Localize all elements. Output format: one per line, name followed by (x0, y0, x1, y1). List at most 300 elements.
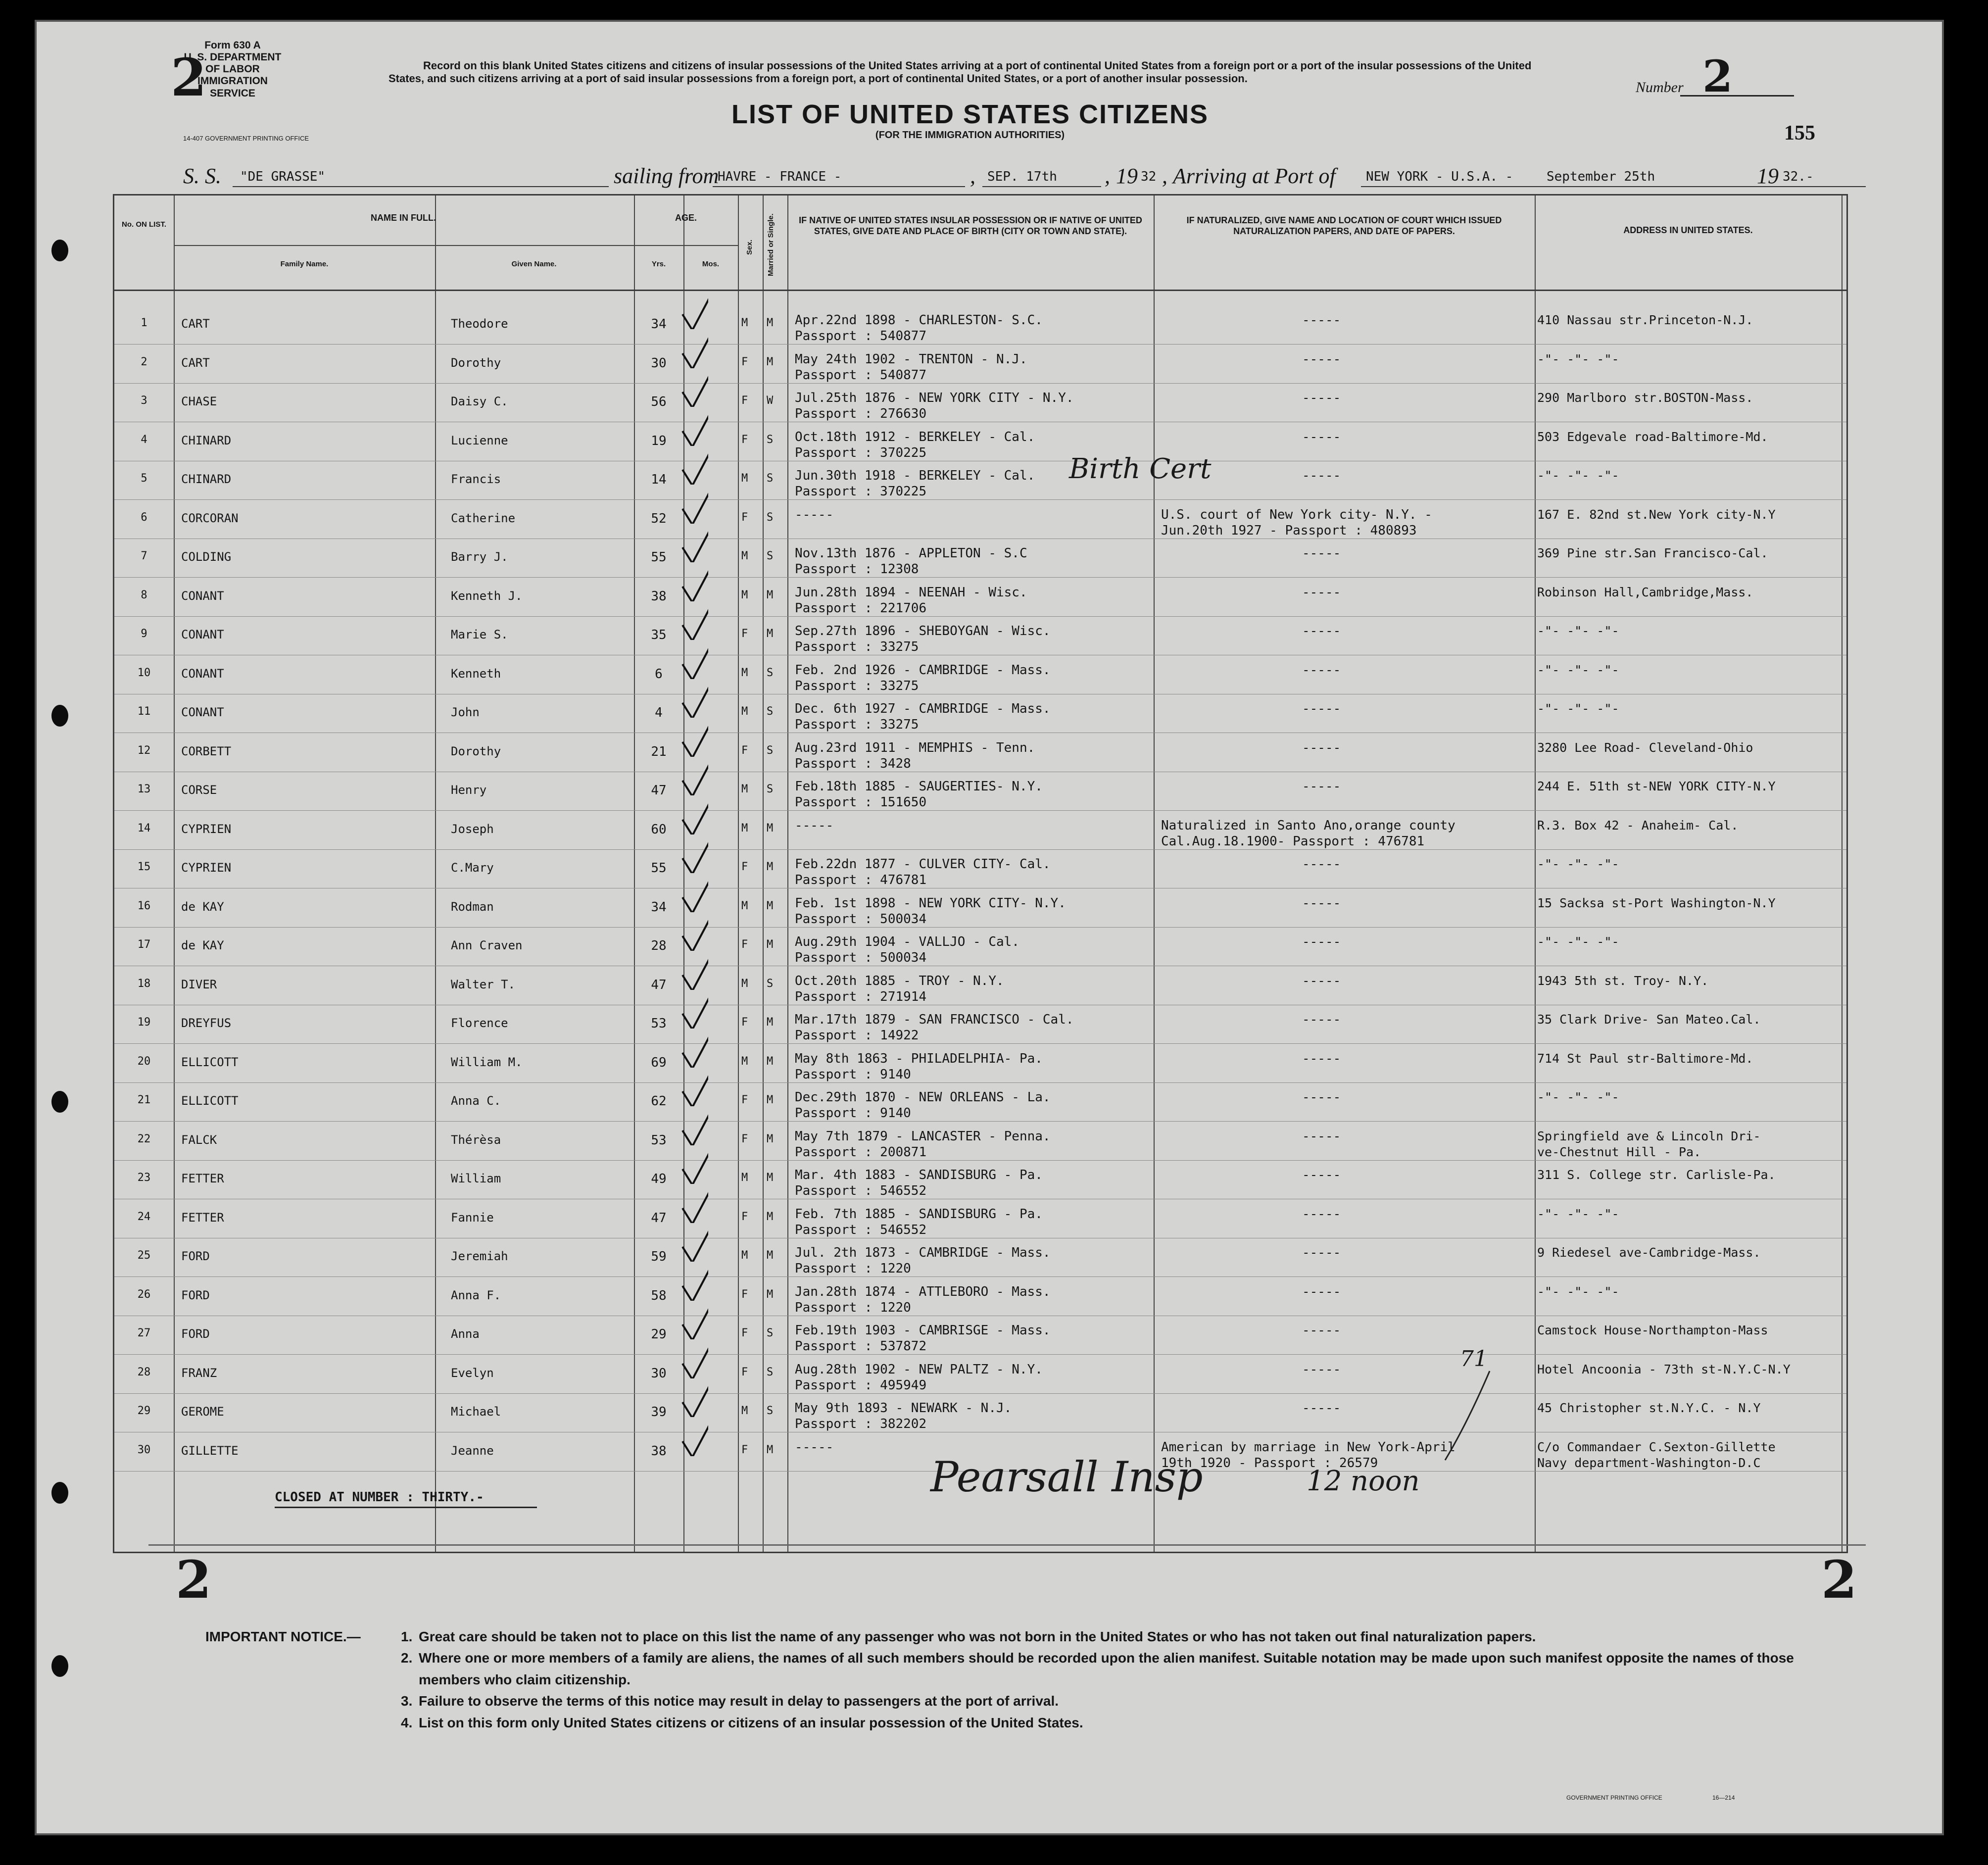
check-mark (679, 761, 708, 795)
arrival-year-prefix: 19 (1757, 164, 1779, 188)
cell-no: 17 (137, 938, 151, 951)
list-number: 2 (1702, 50, 1733, 102)
cell-addr: 290 Marlboro str.BOSTON-Mass. (1537, 391, 1753, 405)
cell-no: 3 (141, 394, 147, 407)
cell-given: Dorothy (451, 744, 501, 758)
cell-nat: ----- (1302, 468, 1341, 483)
cell-ms: M (767, 1132, 774, 1145)
check-mark (679, 955, 708, 990)
cell-ms: M (767, 1443, 774, 1456)
cell-no: 30 (137, 1443, 151, 1456)
cell-birth: Passport : 9140 (795, 1067, 911, 1082)
cell-birth: Aug.23rd 1911 - MEMPHIS - Tenn. (795, 740, 1035, 755)
cell-age: 14 (651, 472, 667, 487)
cell-given: Rodman (451, 899, 494, 914)
cell-nat: ----- (1302, 1012, 1341, 1027)
cell-sex: M (741, 1405, 748, 1417)
cell-birth: ----- (795, 507, 834, 522)
cell-birth: Aug.29th 1904 - VALLJO - Cal. (795, 934, 1019, 949)
cell-addr: -"- -"- -"- (1537, 934, 1619, 949)
cell-family: GEROME (181, 1405, 224, 1419)
cell-ms: M (767, 1055, 774, 1068)
cell-family: CONANT (181, 589, 224, 603)
cell-no: 5 (141, 472, 147, 485)
cell-given: Theodore (451, 317, 508, 331)
col-mos: Mos. (702, 260, 720, 268)
cell-sex: F (741, 1443, 748, 1456)
check-mark (679, 1344, 708, 1378)
sailing-label: sailing from (614, 164, 719, 188)
cell-family: CORSE (181, 783, 217, 797)
cell-family: FORD (181, 1288, 210, 1302)
cell-nat: ----- (1302, 429, 1341, 444)
cell-sex: M (741, 822, 748, 834)
cell-no: 28 (137, 1366, 151, 1378)
cell-given: Evelyn (451, 1366, 494, 1380)
check-mark (679, 372, 708, 407)
check-mark (679, 1266, 708, 1301)
cell-no: 8 (141, 589, 147, 601)
cell-birth: Passport : 500034 (795, 911, 927, 927)
cell-no: 7 (141, 550, 147, 562)
cell-ms: M (767, 822, 774, 834)
comma: , (1105, 164, 1110, 188)
cell-birth: Apr.22nd 1898 - CHARLESTON- S.C. (795, 313, 1043, 328)
cell-family: FETTER (181, 1172, 224, 1185)
corner-number-bottom-right: 2 (1821, 1549, 1857, 1610)
cell-sex: F (741, 1094, 748, 1106)
cell-family: de KAY (181, 899, 224, 914)
check-mark (679, 683, 708, 718)
cell-sex: F (741, 1288, 748, 1301)
check-mark (679, 334, 708, 368)
punch-hole (51, 705, 68, 727)
col-given-name: Given Name. (511, 260, 557, 268)
check-mark (679, 1382, 708, 1417)
cell-given: Henry (451, 783, 487, 797)
cell-addr: -"- -"- -"- (1537, 351, 1619, 366)
cell-given: Dorothy (451, 355, 501, 370)
comma: , (970, 164, 975, 188)
cell-birth: ----- (795, 818, 834, 833)
cell-given: C.Mary (451, 861, 494, 875)
cell-no: 29 (137, 1405, 151, 1417)
cell-nat: ----- (1302, 546, 1341, 561)
cell-addr: 3280 Lee Road- Cleveland-Ohio (1537, 740, 1753, 755)
cell-addr: -"- -"- -"- (1537, 1206, 1619, 1221)
row-divider (114, 927, 1846, 928)
cell-sex: M (741, 1172, 748, 1184)
notice-item: 4. List on this form only United States citizens or citizens of an insular possession of the United States. (401, 1715, 1083, 1730)
cell-addr: Navy department-Washington-D.C (1537, 1455, 1761, 1470)
cell-family: CHINARD (181, 433, 232, 447)
cell-nat: 19th 1920 - Passport : 26579 (1161, 1455, 1378, 1471)
cell-given: Jeanne (451, 1443, 494, 1458)
cell-no: 23 (137, 1172, 151, 1184)
cell-no: 22 (137, 1132, 151, 1145)
cell-nat: ----- (1302, 1401, 1341, 1416)
cell-ms: S (767, 1327, 774, 1339)
notice-item: 2. Where one or more members of a family are aliens, the names of all such members should be recorded upon the alien manifest. Suitable notation may be made upon such manifest opposite the names of those members who claim citizenship. (401, 1650, 1794, 1687)
cell-birth: Passport : 9140 (795, 1106, 911, 1121)
cell-sex: F (741, 1366, 748, 1378)
cell-addr: R.3. Box 42 - Anaheim- Cal. (1537, 818, 1739, 833)
cell-family: CART (181, 355, 210, 370)
cell-addr: Hotel Ancoonia - 73th st-N.Y.C-N.Y (1537, 1362, 1791, 1376)
cell-nat: ----- (1302, 857, 1341, 872)
cell-family: CART (181, 317, 210, 331)
check-mark (679, 450, 708, 485)
cell-birth: Feb.22dn 1877 - CULVER CITY- Cal. (795, 857, 1051, 872)
arriving-label: Arriving at Port of (1173, 164, 1336, 188)
cell-sex: F (741, 394, 748, 407)
cell-given: Florence (451, 1016, 508, 1030)
cell-age: 21 (651, 744, 667, 759)
cell-ms: S (767, 511, 774, 524)
cell-birth: Passport : 382202 (795, 1417, 927, 1431)
closed-underline (275, 1507, 537, 1508)
cell-birth: Passport : 271914 (795, 989, 927, 1004)
cell-given: Barry J. (451, 550, 508, 564)
col-naturalized: IF NATURALIZED, GIVE NAME AND LOCATION OF COURT WHICH ISSUED NATURALIZATION PAPERS, AND DATE OF PAPERS. (1186, 215, 1502, 236)
cell-addr: 503 Edgevale road-Baltimore-Md. (1537, 429, 1768, 444)
cell-nat: ----- (1302, 1206, 1341, 1222)
cell-birth: Sep.27th 1896 - SHEBOYGAN - Wisc. (795, 624, 1051, 638)
check-mark (679, 1072, 708, 1106)
cell-sex: M (741, 317, 748, 329)
cell-sex: F (741, 628, 748, 640)
cell-age: 56 (651, 394, 667, 409)
check-mark (679, 1227, 708, 1262)
cell-sex: M (741, 472, 748, 485)
cell-age: 58 (651, 1288, 667, 1303)
cell-ms: M (767, 861, 774, 873)
cell-birth: Passport : 14922 (795, 1028, 919, 1043)
cell-given: William M. (451, 1055, 523, 1069)
cell-given: William (451, 1172, 501, 1185)
row-divider (114, 577, 1846, 578)
cell-nat: ----- (1302, 585, 1341, 600)
cell-given: Anna C. (451, 1094, 501, 1108)
form-info (176, 40, 290, 99)
cell-nat: ----- (1302, 973, 1341, 988)
check-mark (679, 878, 708, 912)
inspector-signature: Pearsall Insp (930, 1453, 1203, 1501)
cell-ms: M (767, 1172, 774, 1184)
row-divider (114, 499, 1846, 500)
punch-hole (51, 1655, 68, 1677)
cell-sex: F (741, 1210, 748, 1223)
cell-birth: Passport : 537872 (795, 1339, 927, 1354)
cell-sex: M (741, 705, 748, 718)
record-instructions: Record on this blank United States citizens and citizens of insular possessions of the United States arriving at a port of continental United States from a foreign port or a port of the insular possessions of the United States, and such citizens arriving at a port of said insular possessions from a foreign port, a port of continental United States, or a port of another insular possession. (388, 59, 1532, 85)
cell-family: CHASE (181, 394, 217, 408)
cell-no: 12 (137, 744, 151, 757)
page-number: 155 (1784, 122, 1815, 145)
cell-no: 10 (137, 666, 151, 679)
notice-label: IMPORTANT NOTICE.— (205, 1629, 361, 1644)
cell-birth: Passport : 33275 (795, 678, 919, 693)
cell-family: FORD (181, 1249, 210, 1263)
cell-addr: ve-Chestnut Hill - Pa. (1537, 1144, 1701, 1159)
check-mark (679, 838, 708, 873)
cell-birth: Passport : 33275 (795, 717, 919, 732)
cell-birth: Jun.28th 1894 - NEENAH - Wisc. (795, 585, 1027, 600)
cell-family: de KAY (181, 938, 224, 952)
cell-birth: Passport : 370225 (795, 484, 927, 499)
cell-family: ELLICOTT (181, 1094, 239, 1108)
cell-sex: M (741, 783, 748, 795)
cell-birth: Passport : 540877 (795, 329, 927, 344)
cell-birth: Passport : 1220 (795, 1261, 911, 1276)
cell-birth: Feb. 2nd 1926 - CAMBRIDGE - Mass. (795, 662, 1051, 678)
cell-sex: F (741, 1327, 748, 1339)
number-label: Number (1636, 79, 1684, 96)
service: IMMIGRATION SERVICE (197, 75, 268, 99)
check-mark (679, 722, 708, 757)
gpo-code: 14-407 GOVERNMENT PRINTING OFFICE (183, 135, 309, 142)
cell-birth: Jul. 2th 1873 - CAMBRIDGE - Mass. (795, 1245, 1051, 1260)
cell-ms: S (767, 783, 774, 795)
cell-nat: U.S. court of New York city- N.Y. - (1161, 507, 1432, 522)
cell-age: 30 (651, 1366, 667, 1381)
cell-nat: ----- (1302, 1362, 1341, 1377)
cell-ms: S (767, 705, 774, 718)
row-divider (114, 1393, 1846, 1394)
cell-addr: 311 S. College str. Carlisle-Pa. (1537, 1168, 1776, 1182)
cell-addr: C/o Commandaer C.Sexton-Gillette (1537, 1439, 1776, 1454)
gpo-footer: GOVERNMENT PRINTING OFFICE (1566, 1794, 1662, 1801)
cell-birth: May 24th 1902 - TRENTON - N.J. (795, 351, 1027, 367)
closed-at-number: CLOSED AT NUMBER : THIRTY.- (275, 1490, 484, 1505)
arrival-year: 32.- (1783, 169, 1814, 184)
cell-ms: M (767, 628, 774, 640)
cell-ms: M (767, 589, 774, 601)
cell-birth: Passport : 33275 (795, 639, 919, 654)
cell-sex: F (741, 355, 748, 368)
cell-addr: -"- -"- -"- (1537, 662, 1619, 677)
cell-birth: Passport : 276630 (795, 406, 927, 421)
col-married-single: Married or Single. (767, 213, 775, 277)
cell-no: 20 (137, 1055, 151, 1068)
handwritten-time: 12 noon (1307, 1465, 1420, 1497)
cell-addr: 410 Nassau str.Princeton-N.J. (1537, 313, 1753, 327)
cell-addr: 9 Riedesel ave-Cambridge-Mass. (1537, 1245, 1761, 1260)
pen-stroke (1435, 1366, 1495, 1465)
form-number: Form 630 A (204, 40, 261, 51)
check-mark (679, 994, 708, 1029)
cell-family: CHINARD (181, 472, 232, 486)
cell-given: Francis (451, 472, 501, 486)
port-to-underline (1361, 186, 1866, 187)
cell-family: ELLICOTT (181, 1055, 239, 1069)
check-mark (679, 1305, 708, 1339)
cell-ms: M (767, 899, 774, 912)
cell-addr: 244 E. 51th st-NEW YORK CITY-N.Y (1537, 779, 1776, 793)
cell-family: CORBETT (181, 744, 232, 758)
cell-birth: Passport : 221706 (795, 600, 927, 616)
row-divider (114, 1043, 1846, 1044)
cell-no: 13 (137, 783, 151, 795)
cell-birth: May 9th 1893 - NEWARK - N.J. (795, 1401, 1012, 1416)
cell-addr: 714 St Paul str-Baltimore-Md. (1537, 1051, 1753, 1066)
col-sex: Sex. (745, 240, 754, 255)
cell-nat: ----- (1302, 624, 1341, 638)
cell-no: 16 (137, 899, 151, 912)
corner-number-top-left: 2 (171, 47, 207, 108)
cell-addr: 35 Clark Drive- San Mateo.Cal. (1537, 1012, 1761, 1027)
cell-birth: Feb.18th 1885 - SAUGERTIES- N.Y. (795, 779, 1043, 794)
cell-nat: ----- (1302, 1168, 1341, 1182)
voyage-line (183, 163, 1866, 193)
cell-given: Kenneth (451, 666, 501, 681)
cell-given: Jeremiah (451, 1249, 508, 1263)
cell-addr: 167 E. 82nd st.New York city-N.Y (1537, 507, 1776, 522)
cell-family: CONANT (181, 628, 224, 641)
cell-birth: Passport : 200871 (795, 1144, 927, 1160)
cell-nat: ----- (1302, 391, 1341, 405)
cell-nat: Cal.Aug.18.1900- Passport : 476781 (1161, 834, 1425, 849)
footer-rule (148, 1544, 1866, 1546)
cell-birth: Nov.13th 1876 - APPLETON - S.C (795, 546, 1027, 561)
cell-no: 4 (141, 433, 147, 446)
number-underline (1680, 95, 1794, 97)
col-age: AGE. (675, 213, 697, 223)
page-title: LIST OF UNITED STATES CITIZENS (731, 99, 1209, 129)
cell-birth: Dec. 6th 1927 - CAMBRIDGE - Mass. (795, 701, 1051, 716)
cell-no: 2 (141, 355, 147, 368)
cell-age: 55 (651, 550, 667, 565)
cell-given: Fannie (451, 1210, 494, 1225)
cell-addr: Springfield ave & Lincoln Dri- (1537, 1129, 1761, 1143)
cell-birth: ----- (795, 1439, 834, 1455)
cell-age: 47 (651, 977, 667, 992)
cell-ms: M (767, 355, 774, 368)
row-divider (114, 1354, 1846, 1355)
ss-label: S. S. (183, 164, 221, 188)
handwritten-birth-cert: Birth Cert (1069, 453, 1212, 485)
cell-sex: F (741, 1132, 748, 1145)
cell-birth: Passport : 476781 (795, 873, 927, 887)
cell-age: 49 (651, 1172, 667, 1186)
cell-age: 39 (651, 1405, 667, 1420)
cell-family: CYPRIEN (181, 822, 232, 836)
row-divider (114, 1276, 1846, 1277)
cell-birth: Passport : 540877 (795, 367, 927, 383)
col-address: ADDRESS IN UNITED STATES. (1623, 225, 1753, 235)
cell-family: FRANZ (181, 1366, 217, 1380)
sailing-date: SEP. 17th (987, 169, 1057, 184)
check-mark (679, 567, 708, 601)
cell-birth: Jan.28th 1874 - ATTLEBORO - Mass. (795, 1284, 1051, 1299)
check-mark (679, 644, 708, 679)
cell-birth: Feb.19th 1903 - CAMBRISGE - Mass. (795, 1323, 1051, 1338)
cell-ms: S (767, 666, 774, 679)
cell-nat: ----- (1302, 662, 1341, 678)
cell-nat: ----- (1302, 1090, 1341, 1105)
row-divider (114, 1160, 1846, 1161)
cell-nat: ----- (1302, 934, 1341, 949)
cell-sex: M (741, 666, 748, 679)
cell-nat: ----- (1302, 1245, 1341, 1260)
cell-nat: ----- (1302, 313, 1341, 328)
cell-nat: ----- (1302, 779, 1341, 794)
cell-ms: W (767, 394, 774, 407)
cell-ms: S (767, 977, 774, 990)
cell-family: CONANT (181, 705, 224, 719)
cell-age: 38 (651, 589, 667, 604)
cell-birth: Jul.25th 1876 - NEW YORK CITY - N.Y. (795, 391, 1074, 405)
cell-family: COLDING (181, 550, 232, 564)
handwritten-number: 71 (1460, 1346, 1488, 1372)
cell-ms: S (767, 1366, 774, 1378)
cell-family: CORCORAN (181, 511, 239, 525)
cell-family: FALCK (181, 1132, 217, 1147)
cell-age: 60 (651, 822, 667, 837)
punch-hole (51, 240, 68, 261)
page-subtitle: (FOR THE IMMIGRATION AUTHORITIES) (875, 130, 1065, 141)
cell-family: DREYFUS (181, 1016, 232, 1030)
row-divider (114, 1121, 1846, 1122)
ship-name: "DE GRASSE" (240, 169, 326, 184)
check-mark (679, 1149, 708, 1184)
cell-given: Marie S. (451, 628, 508, 641)
cell-age: 59 (651, 1249, 667, 1264)
cell-sex: M (741, 977, 748, 990)
cell-addr: -"- -"- -"- (1537, 468, 1619, 483)
cell-birth: Jun.30th 1918 - BERKELEY - Cal. (795, 468, 1035, 483)
cell-family: GILLETTE (181, 1443, 239, 1458)
port-from: HAVRE - FRANCE - (718, 169, 842, 184)
sailing-year: 32 (1141, 169, 1157, 184)
check-mark (679, 1111, 708, 1145)
cell-birth: Aug.28th 1902 - NEW PALTZ - N.Y. (795, 1362, 1043, 1377)
cell-birth: Passport : 3428 (795, 756, 911, 771)
cell-no: 15 (137, 861, 151, 873)
check-mark (679, 489, 708, 524)
cell-sex: M (741, 1249, 748, 1262)
cell-age: 19 (651, 433, 667, 448)
cell-no: 24 (137, 1210, 151, 1223)
cell-age: 28 (651, 938, 667, 953)
cell-birth: Feb. 1st 1898 - NEW YORK CITY- N.Y. (795, 895, 1066, 911)
ship-underline (233, 186, 609, 187)
check-mark (679, 916, 708, 951)
check-mark (679, 800, 708, 834)
cell-birth: Oct.20th 1885 - TROY - N.Y. (795, 973, 1004, 988)
cell-age: 69 (651, 1055, 667, 1070)
passenger-table (113, 194, 1848, 1553)
col-no-on-list: No. ON LIST. (122, 220, 166, 229)
cell-sex: F (741, 744, 748, 757)
cell-ms: M (767, 1016, 774, 1029)
cell-nat: ----- (1302, 1284, 1341, 1299)
cell-ms: S (767, 744, 774, 757)
cell-ms: M (767, 317, 774, 329)
cell-birth: Passport : 495949 (795, 1377, 927, 1393)
check-mark (679, 294, 708, 329)
cell-sex: F (741, 433, 748, 446)
cell-ms: S (767, 1405, 774, 1417)
cell-nat: ----- (1302, 701, 1341, 716)
cell-family: DIVER (181, 977, 217, 991)
cell-sex: M (741, 550, 748, 562)
arrival-date: September 25th (1547, 169, 1655, 184)
cell-given: Kenneth J. (451, 589, 523, 603)
cell-no: 26 (137, 1288, 151, 1301)
cell-ms: M (767, 938, 774, 951)
cell-ms: S (767, 433, 774, 446)
